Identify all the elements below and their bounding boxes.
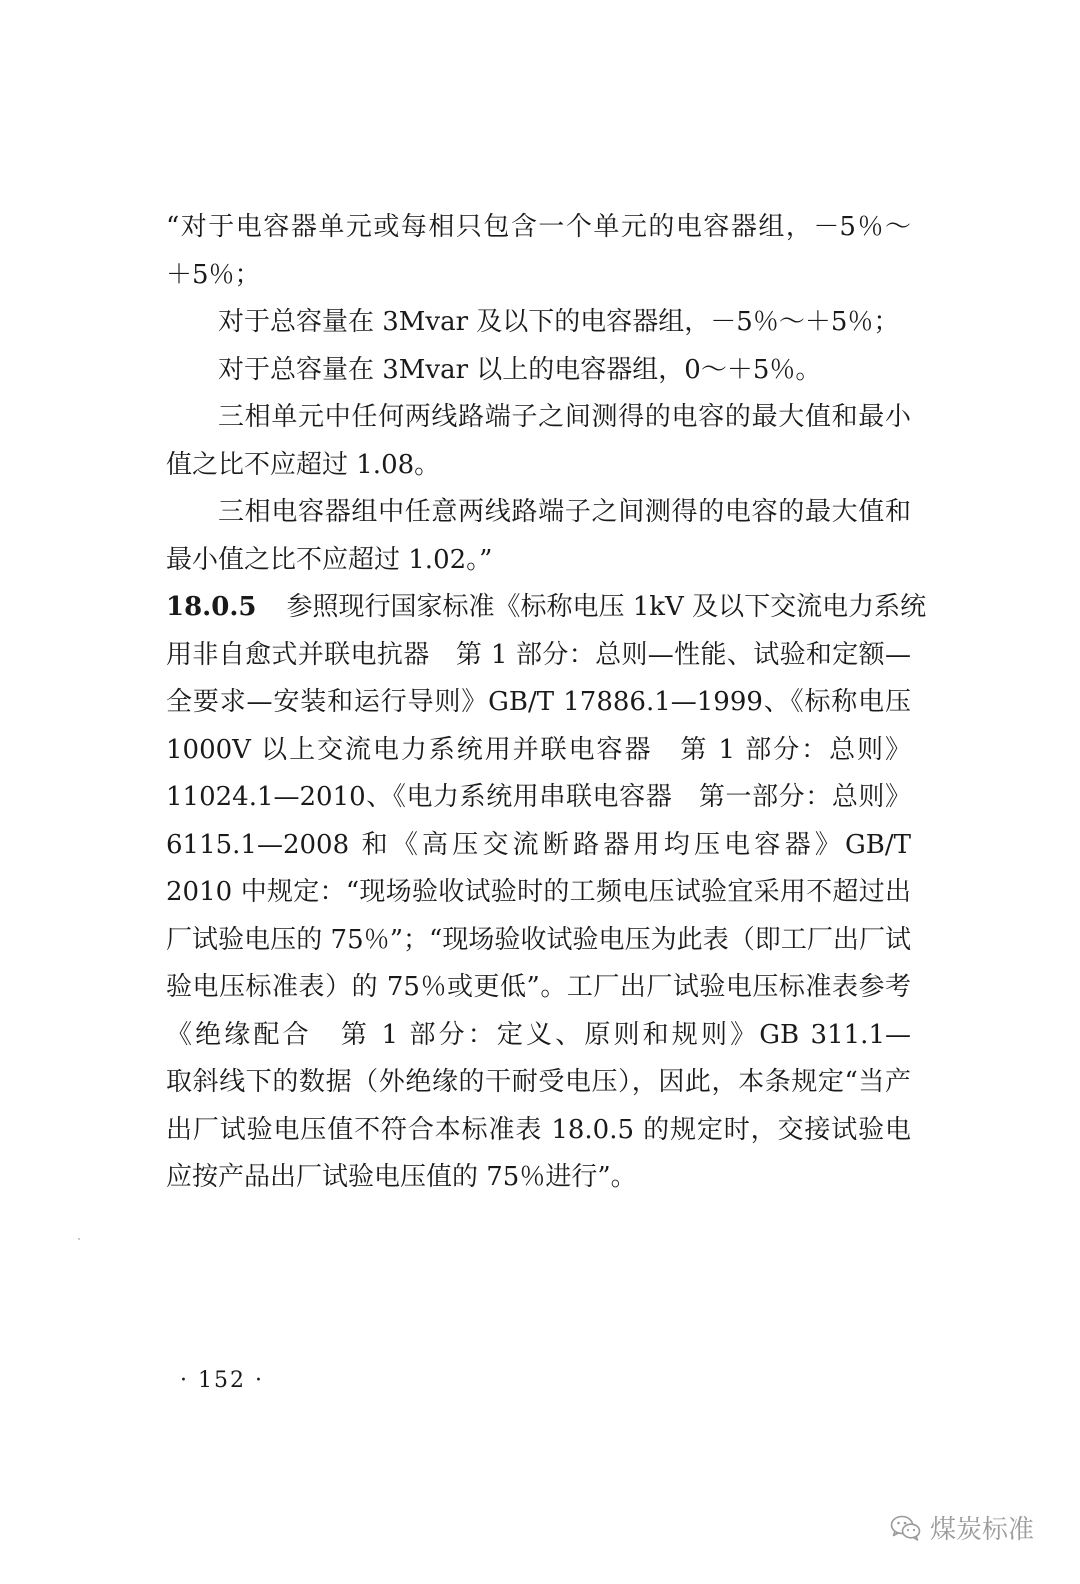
text-line: 取斜线下的数据（外绝缘的干耐受电压），因此，本条规定“当产 [166,1067,911,1097]
clause-number: 18.0.5 [166,592,257,622]
body-text [166,204,927,1202]
text-line: 2010 中规定：“现场验收试验时的工频电压试验宜采用不超过出 [166,877,911,907]
page-number: · 152 · [180,1368,264,1393]
text-line: 出厂试验电压值不符合本标准表 18.0.5 的规定时，交接试验电 [166,1114,911,1145]
wechat-icon [890,1514,922,1542]
text-line: 6115.1—2008 和《高压交流断路器用均压电容器》GB/T [166,829,911,860]
text-line: 应按产品出厂试验电压值的 75％进行”。 [166,1162,637,1192]
clause-first-line [166,584,927,632]
clause-text: 参照现行国家标准《标称电压 1kV 及以下交流电力系统 [286,592,927,622]
text-line: 最小值之比不应超过 1.02。” [166,544,493,575]
text-line: 厂试验电压的 75％”；“现场验收试验电压为此表（即工厂出厂试 [166,924,911,955]
text-line: “对于电容器单元或每相只包含一个单元的电容器组，－5％～ [166,212,911,242]
watermark [890,1509,1034,1546]
text-line: 对于总容量在 3Mvar 及以下的电容器组，－5％～＋5％； [218,307,900,337]
scan-dot [78,1238,80,1240]
text-line: 11024.1—2010、《电力系统用串联电容器 第一部分：总则》 [166,782,911,812]
text-line: 1000V 以上交流电力系统用并联电容器 第 1 部分：总则》 [166,734,911,765]
text-line: ＋5％； [166,259,261,290]
text-line: 全要求—安装和运行导则》GB/T 17886.1—1999、《标称电压 [166,687,911,717]
text-line: 对于总容量在 3Mvar 以上的电容器组，0～＋5％。 [218,354,822,385]
text-line: 验电压标准表）的 75％或更低”。工厂出厂试验电压标准表参考 [166,972,911,1002]
text-line: 三相单元中任何两线路端子之间测得的电容的最大值和最小 [218,402,911,432]
text-line: 值之比不应超过 1.08。 [166,449,441,480]
text-line: 用非自愈式并联电抗器 第 1 部分：总则—性能、试验和定额— [166,639,911,670]
watermark-text: 煤炭标准 [929,1515,1034,1545]
text-line: 《绝缘配合 第 1 部分：定义、原则和规则》GB 311.1— [166,1019,911,1050]
text-line: 三相电容器组中任意两线路端子之间测得的电容的最大值和 [218,497,911,527]
